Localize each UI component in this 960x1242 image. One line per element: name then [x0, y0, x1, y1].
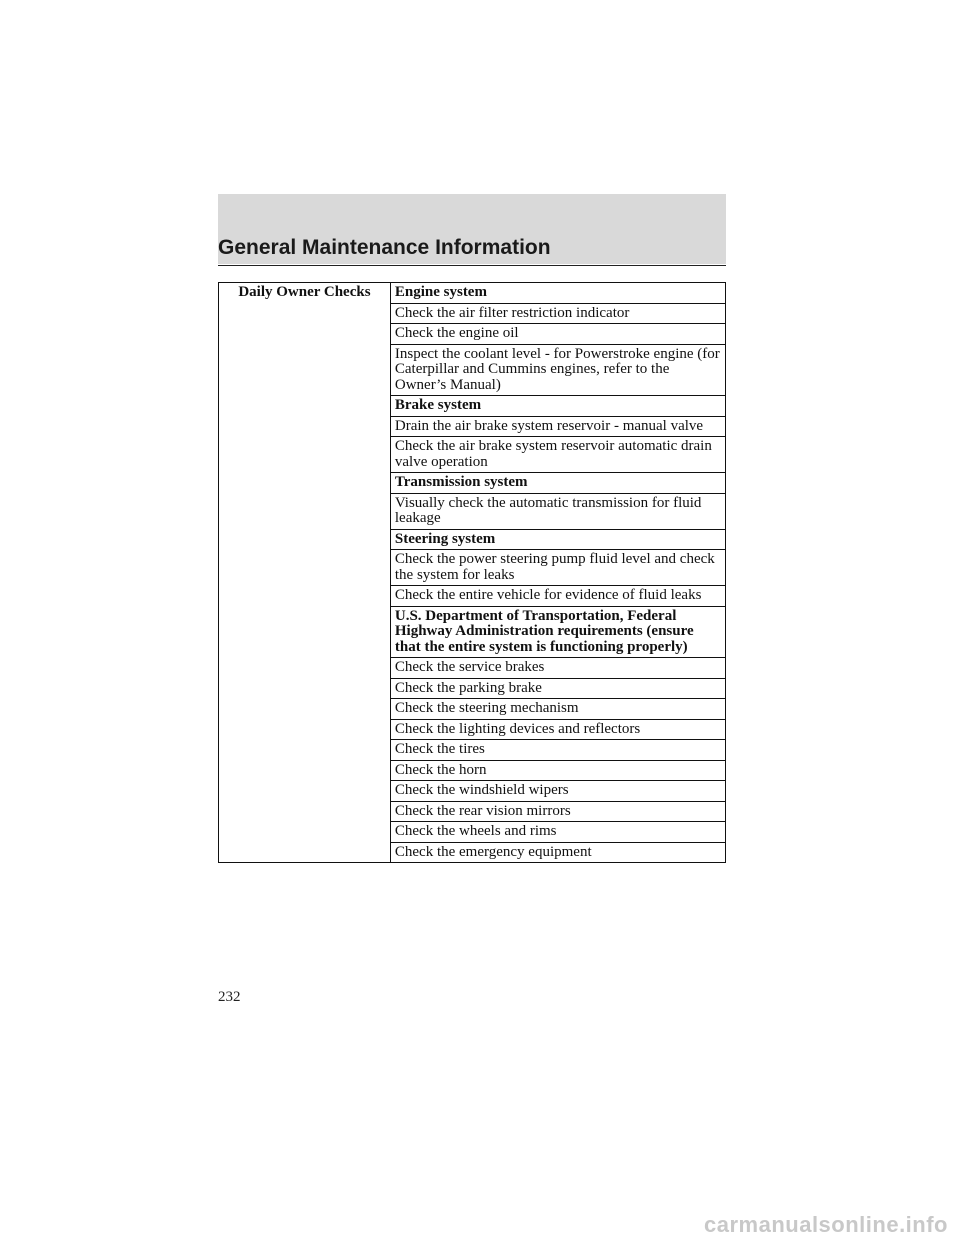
- check-item-cell: Check the entire vehicle for evidence of fluid leaks: [390, 586, 725, 607]
- category-cell: Daily Owner Checks: [219, 283, 391, 863]
- check-item-cell: Check the horn: [390, 760, 725, 781]
- check-item-cell: Check the emergency equipment: [390, 842, 725, 863]
- check-item-cell: Check the windshield wipers: [390, 781, 725, 802]
- section-heading-cell: Brake system: [390, 396, 725, 417]
- page-number: 232: [218, 989, 241, 1005]
- check-item-cell: Check the wheels and rims: [390, 822, 725, 843]
- section-heading-cell: Transmission system: [390, 473, 725, 494]
- check-item-cell: Visually check the automatic transmission for fluid leakage: [390, 493, 725, 529]
- check-item-cell: Check the tires: [390, 740, 725, 761]
- maintenance-checks-table: [218, 282, 726, 863]
- section-heading-cell: Engine system: [390, 283, 725, 304]
- check-item-cell: Check the power steering pump fluid level and check the system for leaks: [390, 550, 725, 586]
- check-item-cell: Check the engine oil: [390, 324, 725, 345]
- check-item-cell: Check the parking brake: [390, 678, 725, 699]
- table-row: [219, 283, 726, 304]
- check-item-cell: Check the air brake system reservoir automatic drain valve operation: [390, 437, 725, 473]
- check-item-cell: Inspect the coolant level - for Powerstroke engine (for Caterpillar and Cummins engines, refer to the Owner’s Manual): [390, 344, 725, 396]
- check-item-cell: Check the steering mechanism: [390, 699, 725, 720]
- section-heading-cell: Steering system: [390, 529, 725, 550]
- check-item-cell: Check the lighting devices and reflectors: [390, 719, 725, 740]
- header-divider: [218, 265, 726, 266]
- check-item-cell: Check the air filter restriction indicator: [390, 303, 725, 324]
- check-item-cell: Drain the air brake system reservoir - manual valve: [390, 416, 725, 437]
- watermark: carmanualsonline.info: [704, 1212, 948, 1237]
- section-heading-cell: U.S. Department of Transportation, Federal Highway Administration requirements (ensure that the entire system is functioning properly): [390, 606, 725, 658]
- check-item-cell: Check the service brakes: [390, 658, 725, 679]
- page-title: General Maintenance Information: [218, 236, 551, 259]
- check-item-cell: Check the rear vision mirrors: [390, 801, 725, 822]
